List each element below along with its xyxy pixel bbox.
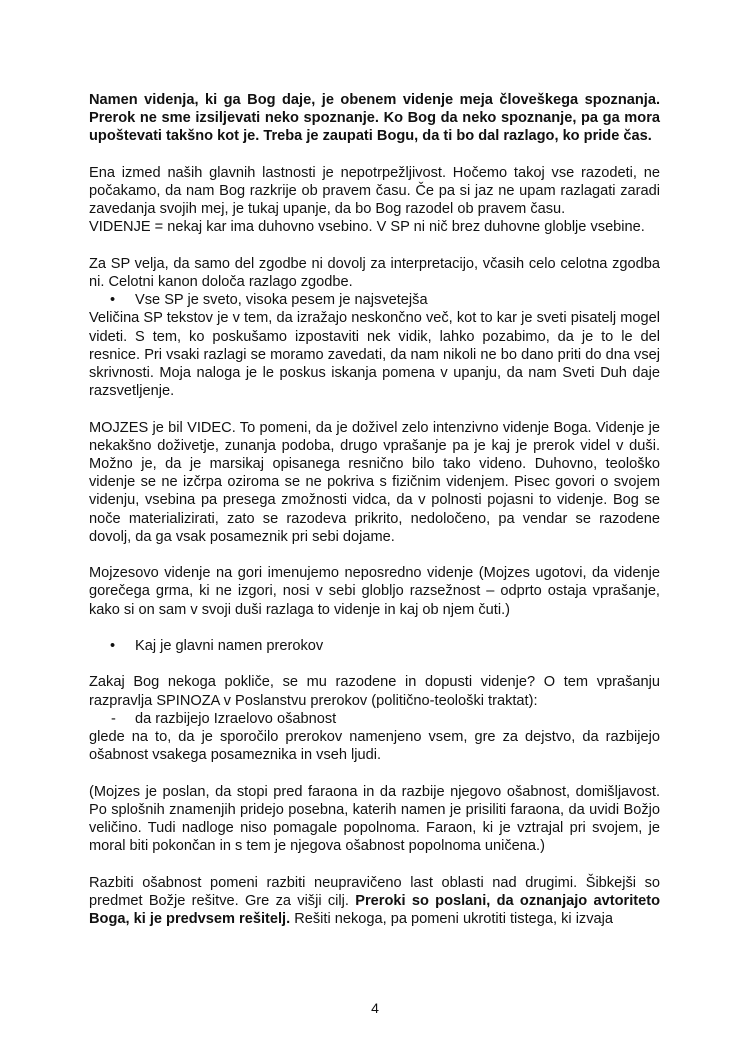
bullet-icon: •	[110, 638, 116, 655]
paragraph-message-for-all: glede na to, da je sporočilo prerokov namenjeno vsem, gre za dejstvo, da razbijejo ošabnost vsakega posameznika in vseh ljudi.	[89, 729, 660, 764]
paragraph-break-pride	[89, 874, 660, 929]
dash-item-israel-pride	[89, 710, 660, 728]
bullet-text: Kaj je glavni namen prerokov	[135, 638, 324, 655]
bullet-icon: •	[110, 292, 116, 309]
text-regular-end: Rešiti nekoga, pa pomeni ukrotiti tistega, ki izvaja	[290, 911, 614, 928]
bullet-item-sp-holy	[89, 291, 660, 309]
spacer	[89, 655, 660, 673]
text-regular-start: Razbiti ošabnost pomeni razbiti neupravičeno last oblasti nad drugimi. Šibkejši so predmet Božje rešitve. Gre za višji cilj.	[89, 874, 660, 909]
paragraph-impatience: Ena izmed naših glavnih lastnosti je nepotrpežljivost. Hočemo takoj vse razodeti, ne počakamo, da nam Bog razkrije ob pravem času. Če pa si jaz ne upam razlagati zaradi zavedanja svojih mej, je tukaj upanje, da bo Bog razodel ob pravem času.	[89, 164, 660, 218]
document-page	[89, 91, 660, 946]
bullet-text: Vse SP je sveto, visoka pesem je najsvetejša	[135, 292, 428, 309]
paragraph-sp-greatness: Veličina SP tekstov je v tem, da izražajo neskončno več, kot to kar je sveti pisatelj mogel videti. S tem, ko poskušamo izpostaviti nek vidik, lahko pozabimo, da je to le del resnice. Pri vsaki razlagi se moramo zavedati, da nam nikoli ne bo dano priti do dna vsej skrivnosti. Moja naloga je le poskus iskanja pomena v upanju, da nam Sveti Duh daje razsvetljenje.	[89, 310, 660, 400]
paragraph-mojzes-videc: MOJZES je bil VIDEC. To pomeni, da je doživel zelo intenzivno videnje Boga. Videnje je nekakšno doživetje, zunanja podoba, drugo vprašanje pa je kaj je prerok videl v duši. Možno je, da je marsikaj opisanega resnično bilo tako videno. Duhovno, teološko videnje se ne izčrpa oziroma se ne pokriva s fizičnim videnjem. Pisec govori o svojem videnju, vsebina pa presega zmožnosti vidca, da v polnosti pojasni to videnje. Bog se noče materializirati, zato se razodeva prikrito, nedoločeno, pa vendar se razodene dovolj, da ga vsak posameznik pri sebi dojame.	[89, 419, 660, 545]
text-bold-prophets-sent: Preroki so poslani, da oznanjajo avtoriteto Boga, ki je predvsem rešitelj.	[89, 892, 661, 928]
paragraph-spinoza: Zakaj Bog nekoga pokliče, se mu razodene in dopusti videnje? O tem vprašanju razpravlja SPINOZA v Poslanstvu prerokov (politično-teološki traktat):	[89, 674, 660, 709]
dash-icon: -	[111, 710, 116, 727]
paragraph-mojzes-pharaoh: (Mojzes je poslan, da stopi pred faraona in da razbije njegovo ošabnost, domišljavost. Po splošnih znamenjih pridejo posebna, katerih namen je prisiliti faraona, da uvidi Božjo veličino. Tudi nadloge niso pomagale popolnoma. Faraon, ki je vztrajal pri svojem, je moral biti pokončan in s tem je njegova ošabnost popolnoma uničena.)	[89, 783, 660, 855]
paragraph-sp-interpretation: Za SP velja, da samo del zgodbe ni dovolj za interpretacijo, včasih celo celotna zgodba ni. Celotni kanon določa razlago zgodbe.	[89, 255, 660, 290]
page-number: 4	[371, 1000, 379, 1016]
paragraph-mojzes-mountain: Mojzesovo videnje na gori imenujemo neposredno videnje (Mojzes ugotovi, da videnje gorečega grma, ki ne izgori, nosi v sebi globljo razsežnost – odprto ostaja vprašanje, kako si on sam v svoji duši razlaga to videnje in kaj ob njem čuti.)	[89, 565, 660, 618]
dash-text: da razbijejo Izraelovo ošabnost	[135, 710, 337, 727]
bullet-item-prophets-purpose	[89, 637, 660, 655]
paragraph-vision-purpose: Namen videnja, ki ga Bog daje, je obenem videnje meja človeškega spoznanja. Prerok ne sme izsiljevati neko spoznanje. Ko Bog da neko spoznanje, pa ga mora upoštevati takšno kot je. Treba je zaupati Bogu, da ti bo dal razlago, ko pride čas.	[89, 92, 660, 145]
paragraph-videnje-definition: VIDENJE = nekaj kar ima duhovno vsebino. V SP ni nič brez duhovne globlje vsebine.	[89, 219, 645, 236]
